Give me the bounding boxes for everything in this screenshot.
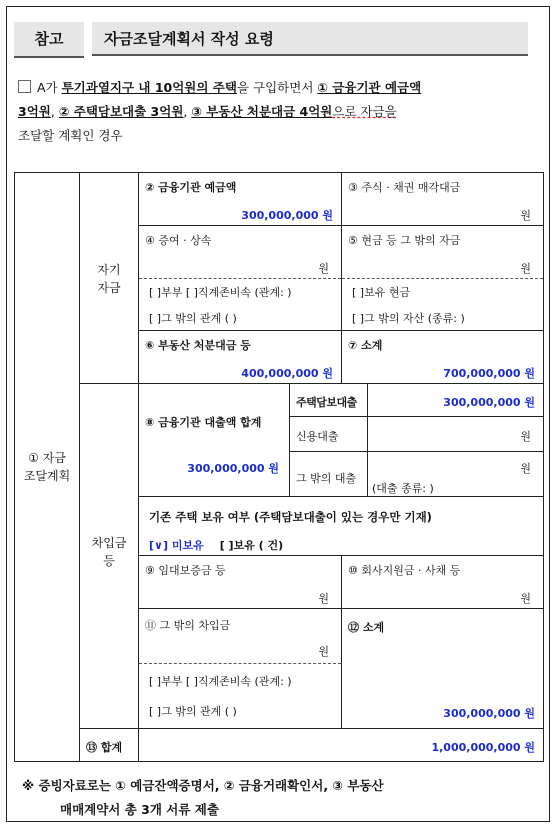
mortgage-label-cell: 주택담보대출 <box>289 383 368 417</box>
gift-cell: ④ 증여 · 상속 원 [ ]부부 [ ]직계존비속 (관계: ) [ ]그 밖의 관계 ( ) <box>138 225 342 331</box>
intro-paragraph: A가 투기과열지구 내 10억원의 주택을 구입하면서 ① 금융기관 예금액 3억원, ② 주택담보대출 3억원, ③ 부동산 처분대금 4억원으로 자금을 조달할 계획인 경우 <box>18 80 422 143</box>
owned-option[interactable]: [ ]보유 ( 건) <box>219 539 284 552</box>
borrowings-section: 차입금 등 <box>79 383 139 729</box>
self-funds-section: 자기 자금 <box>79 172 139 384</box>
company-cell: ⑩ 회사지원금 · 사채 등 원 <box>341 555 544 609</box>
existing-house-cell: 기존 주택 보유 여부 (주택담보대출이 있는 경우만 기재) [∨] 미보유 [ ]보유 ( 건) <box>138 496 544 556</box>
mortgage-value-cell: 300,000,000 원 <box>367 383 544 417</box>
reference-label: 참고 <box>14 22 84 58</box>
funding-plan-section: ① 자금 조달계획 <box>14 172 80 762</box>
not-owned-option[interactable]: [∨] 미보유 <box>149 539 204 552</box>
other-borrow-cell: ⑪ 그 밖의 차입금 원 [ ]부부 [ ]직계존비속 (관계: ) [ ]그 밖의 관계 ( ) <box>138 608 342 729</box>
credit-label-cell: 신용대출 <box>289 416 368 452</box>
credit-value-cell: 원 <box>367 416 544 452</box>
other-loan-label-cell: 그 밖의 대출 <box>289 451 368 497</box>
self-subtotal-cell: ⑦ 소계 700,000,000 원 <box>341 330 544 384</box>
borrow-subtotal-cell: ⑫ 소계 300,000,000 원 <box>341 608 544 729</box>
other-loan-value-cell: 원 (대출 종류: ) <box>367 451 544 497</box>
evidence-note: ※ 증빙자료로는 ① 예금잔액증명서, ② 금융거래확인서, ③ 부동산 매매계약서 총 3개 서류 제출 <box>22 778 384 817</box>
stock-cell: ③ 주식 · 채권 매각대금 원 <box>341 172 544 226</box>
loan-total-cell: ⑧ 금융기관 대출액 합계 300,000,000 원 <box>138 383 290 497</box>
total-label-cell: ⑬ 합계 <box>79 728 139 762</box>
realestate-cell: ⑥ 부동산 처분대금 등 400,000,000 원 <box>138 330 342 384</box>
page-title: 자금조달계획서 작성 요령 <box>92 22 528 56</box>
total-value-cell: 1,000,000,000 원 <box>138 728 544 762</box>
cash-cell: ⑤ 현금 등 그 밖의 자금 원 [ ]보유 현금 [ ]그 밖의 자산 (종류: ) <box>341 225 544 331</box>
lease-cell: ⑨ 임대보증금 등 원 <box>138 555 342 609</box>
deposit-cell: ② 금융기관 예금액 300,000,000 원 <box>138 172 342 226</box>
checkbox-icon <box>18 80 31 93</box>
